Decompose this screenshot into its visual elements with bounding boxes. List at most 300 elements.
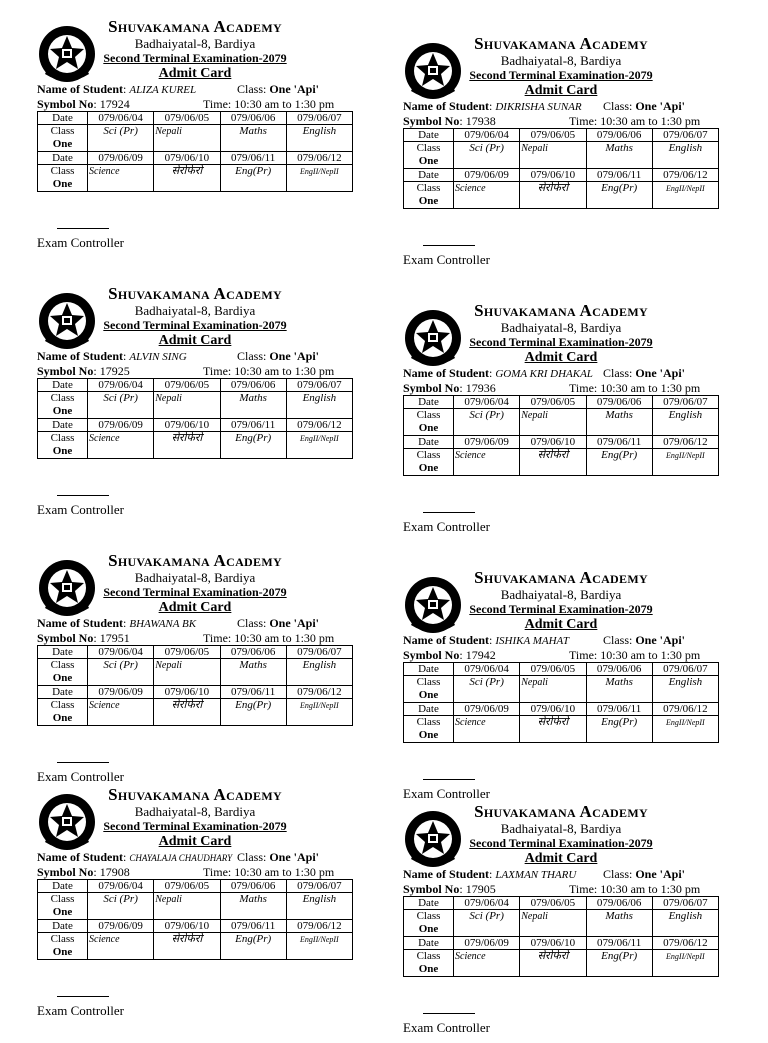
date-cell: 079/06/05 [154,646,220,659]
schedule-table [37,879,353,960]
date-cell: 079/06/12 [286,920,352,933]
subject-cell: EngII/NepII [286,699,352,726]
class-cell [404,676,454,703]
symbol-label: Symbol No [37,631,94,645]
school-name: Shuvakamana Academy [474,34,648,53]
date-cell: 079/06/10 [520,169,586,182]
date-cell: 079/06/11 [586,436,652,449]
class-one: One [418,689,439,701]
schedule-table [37,645,353,726]
symbol-number: 17924 [99,97,130,111]
schedule-table [403,395,719,476]
date-cell: 079/06/11 [220,152,286,165]
date-cell: 079/06/06 [220,646,286,659]
schedule-table [403,896,719,977]
subject-cell: English [652,142,718,169]
table-row [404,910,719,937]
date-cell: 079/06/12 [286,419,352,432]
exam-controller-label: Exam Controller [37,769,125,784]
signature-line [57,495,109,496]
student-name-label: Name of Student [37,82,123,96]
student-name: ALIZA KUREL [129,84,197,96]
date-cell: 079/06/04 [454,897,520,910]
class-cell-label: Class [416,950,441,962]
class-cell-label: Class [50,933,75,945]
subject-cell: English [652,409,718,436]
student-name-label: Name of Student [37,616,123,630]
card-title: Admit Card [158,834,232,849]
subject-cell: EngII/NepII [286,432,352,459]
table-row [404,449,719,476]
subject-cell: Science [454,950,520,977]
table-row [38,880,353,893]
table-row [404,182,719,209]
class-cell-label: Class [50,893,75,905]
date-cell: 079/06/11 [220,419,286,432]
date-label: Date [404,897,454,910]
class-info [237,616,319,630]
subject-cell: Maths [220,125,286,152]
date-cell: 079/06/10 [154,920,220,933]
subject-cell: Eng(Pr) [586,449,652,476]
subject-cell: Science [454,449,520,476]
card-title: Admit Card [524,83,598,98]
subject-cell: Nepali [520,409,586,436]
student-name-label: Name of Student [403,99,489,113]
date-label: Date [38,419,88,432]
subject-cell: Eng(Pr) [220,699,286,726]
class-value: One 'Api' [269,82,320,96]
school-address: Badhaiyatal-8, Bardiya [500,587,622,602]
date-cell: 079/06/10 [520,937,586,950]
class-one: One [418,923,439,935]
table-row [38,125,353,152]
table-row [404,663,719,676]
date-cell: 079/06/04 [88,646,154,659]
class-cell-label: Class [416,910,441,922]
class-cell [404,950,454,977]
class-label: Class: [603,633,633,647]
date-cell: 079/06/05 [520,396,586,409]
exam-title: Second Terminal Examination-2079 [469,68,653,82]
date-cell: 079/06/05 [520,663,586,676]
subject-cell: EngII/NepII [652,182,718,209]
date-cell: 079/06/11 [220,920,286,933]
student-name: ISHIKA MAHAT [495,635,569,647]
class-info [237,82,319,96]
subject-cell: Maths [586,676,652,703]
table-row [38,893,353,920]
date-cell: 079/06/11 [586,703,652,716]
admit-card [403,569,719,809]
date-cell: 079/06/09 [88,686,154,699]
class-cell [38,699,88,726]
class-value: One 'Api' [635,366,686,380]
date-label: Date [404,396,454,409]
class-one: One [52,445,73,457]
exam-title: Second Terminal Examination-2079 [103,585,287,599]
class-one: One [418,729,439,741]
class-one: One [52,712,73,724]
subject-cell: Maths [586,910,652,937]
subject-cell: Nepali [520,142,586,169]
student-name: LAXMAN THARU [495,869,577,881]
exam-controller-label: Exam Controller [403,519,491,534]
symbol-number: 17951 [99,631,130,645]
subject-cell: Maths [220,392,286,419]
date-cell: 079/06/12 [652,937,718,950]
date-cell: 079/06/05 [154,379,220,392]
class-cell-label: Class [50,432,75,444]
date-cell: 079/06/05 [520,129,586,142]
exam-controller-label: Exam Controller [37,1003,125,1018]
date-cell: 079/06/04 [454,129,520,142]
subject-cell: Nepali [154,125,220,152]
class-one: One [418,155,439,167]
date-cell: 079/06/04 [454,663,520,676]
symbol-line: Symbol No: 17951 Time: 10:30 am to 1:30 pm [37,631,335,645]
date-cell: 079/06/06 [586,129,652,142]
class-cell [38,893,88,920]
class-one: One [52,405,73,417]
date-cell: 079/06/10 [520,703,586,716]
card-title: Admit Card [158,333,232,348]
school-name: Shuvakamana Academy [108,785,282,804]
subject-cell: सेरोफेरो [520,449,586,476]
subject-cell: Science [454,716,520,743]
signature-line [423,1013,475,1014]
school-address: Badhaiyatal-8, Bardiya [500,53,622,68]
class-cell-label: Class [50,659,75,671]
subject-cell: English [286,659,352,686]
symbol-line: Symbol No: 17936 Time: 10:30 am to 1:30 pm [403,381,701,395]
symbol-number: 17905 [465,882,496,896]
date-cell: 079/06/12 [652,703,718,716]
student-line: Name of Student: GOMA KRI DHAKAL Class: One 'Api' [403,366,686,380]
exam-controller-label: Exam Controller [37,235,125,250]
subject-cell: Sci (Pr) [454,409,520,436]
class-cell [38,165,88,192]
subject-cell: सेरोफेरो [154,699,220,726]
class-label: Class: [237,616,267,630]
subject-cell: Science [88,165,154,192]
date-cell: 079/06/11 [586,169,652,182]
table-row [38,432,353,459]
date-cell: 079/06/11 [586,937,652,950]
class-one: One [418,422,439,434]
student-line: Name of Student: ISHIKA MAHAT Class: One 'Api' [403,633,686,647]
class-value: One 'Api' [269,850,320,864]
symbol-line: Symbol No: 17908 Time: 10:30 am to 1:30 pm [37,865,335,879]
symbol-label: Symbol No [403,114,460,128]
date-label: Date [404,663,454,676]
school-name: Shuvakamana Academy [108,284,282,303]
card-title: Admit Card [524,851,598,866]
class-info [603,633,685,647]
student-name: CHAYALAJA CHAUDHARY [129,853,233,863]
subject-cell: Eng(Pr) [586,182,652,209]
date-cell: 079/06/09 [454,703,520,716]
student-name: ALVIN SING [129,351,187,363]
class-one: One [52,672,73,684]
class-value: One 'Api' [635,633,686,647]
date-label: Date [38,112,88,125]
school-name: Shuvakamana Academy [108,17,282,36]
signature-line [57,996,109,997]
subject-cell: Science [88,699,154,726]
student-line: Name of Student: ALVIN SING Class: One 'Api' [37,349,320,363]
school-name: Shuvakamana Academy [474,568,648,587]
table-row [38,392,353,419]
class-cell [404,910,454,937]
date-label: Date [38,880,88,893]
class-cell [404,182,454,209]
class-label: Class: [603,867,633,881]
class-info [237,349,319,363]
class-value: One 'Api' [635,867,686,881]
date-label: Date [404,703,454,716]
subject-cell: Sci (Pr) [454,910,520,937]
student-name: GOMA KRI DHAKAL [495,368,593,380]
date-cell: 079/06/07 [286,112,352,125]
student-line: Name of Student: BHAWANA BK Class: One 'Api' [37,616,320,630]
subject-cell: सेरोफेरो [154,432,220,459]
signature-line [57,762,109,763]
class-value: One 'Api' [635,99,686,113]
exam-time: Time: 10:30 am to 1:30 pm [569,648,701,662]
class-cell-label: Class [416,409,441,421]
class-label: Class: [603,366,633,380]
class-one: One [52,906,73,918]
class-one: One [418,462,439,474]
subject-cell: सेरोफेरो [154,933,220,960]
date-label: Date [38,152,88,165]
subject-cell: Sci (Pr) [88,392,154,419]
subject-cell: English [286,893,352,920]
exam-time: Time: 10:30 am to 1:30 pm [569,882,701,896]
exam-time: Time: 10:30 am to 1:30 pm [569,381,701,395]
exam-controller-label: Exam Controller [37,502,125,517]
card-title: Admit Card [524,617,598,632]
date-cell: 079/06/06 [220,112,286,125]
class-label: Class: [237,349,267,363]
exam-title: Second Terminal Examination-2079 [469,335,653,349]
school-address: Badhaiyatal-8, Bardiya [500,320,622,335]
table-row [404,436,719,449]
class-one: One [418,963,439,975]
subject-cell: English [652,676,718,703]
class-one: One [418,195,439,207]
schedule-table [403,662,719,743]
table-row [404,897,719,910]
class-cell [38,125,88,152]
class-cell-label: Class [416,716,441,728]
table-row [38,152,353,165]
table-row [404,169,719,182]
table-row [404,950,719,977]
signature-line [423,779,475,780]
table-row [404,716,719,743]
subject-cell: EngII/NepII [652,950,718,977]
exam-time: Time: 10:30 am to 1:30 pm [203,364,335,378]
date-cell: 079/06/11 [220,686,286,699]
class-one: One [52,138,73,150]
date-cell: 079/06/07 [286,379,352,392]
school-name: Shuvakamana Academy [474,301,648,320]
subject-cell: Maths [220,659,286,686]
date-label: Date [38,646,88,659]
date-label: Date [38,379,88,392]
subject-cell: Eng(Pr) [220,165,286,192]
school-address: Badhaiyatal-8, Bardiya [134,804,256,819]
symbol-label: Symbol No [403,381,460,395]
date-cell: 079/06/06 [220,379,286,392]
student-name: BHAWANA BK [129,618,197,630]
subject-cell: सेरोफेरो [154,165,220,192]
date-cell: 079/06/09 [454,169,520,182]
school-address: Badhaiyatal-8, Bardiya [134,303,256,318]
date-cell: 079/06/09 [88,152,154,165]
date-cell: 079/06/04 [454,396,520,409]
exam-time: Time: 10:30 am to 1:30 pm [203,97,335,111]
date-cell: 079/06/09 [88,419,154,432]
class-cell-label: Class [416,449,441,461]
subject-cell: सेरोफेरो [520,716,586,743]
schedule-table [37,111,353,192]
class-cell-label: Class [50,699,75,711]
symbol-label: Symbol No [37,97,94,111]
subject-cell: Eng(Pr) [220,933,286,960]
class-one: One [52,946,73,958]
subject-cell: सेरोफेरो [520,182,586,209]
date-cell: 079/06/07 [652,663,718,676]
exam-title: Second Terminal Examination-2079 [103,51,287,65]
subject-cell: English [652,910,718,937]
exam-title: Second Terminal Examination-2079 [469,602,653,616]
date-cell: 079/06/07 [652,897,718,910]
table-row [404,409,719,436]
school-name: Shuvakamana Academy [108,551,282,570]
table-row [404,396,719,409]
symbol-line: Symbol No: 17924 Time: 10:30 am to 1:30 pm [37,97,335,111]
student-name: DIKRISHA SUNAR [495,101,582,113]
symbol-label: Symbol No [37,865,94,879]
student-line: Name of Student: DIKRISHA SUNAR Class: One 'Api' [403,99,686,113]
date-cell: 079/06/09 [454,436,520,449]
date-label: Date [404,436,454,449]
student-name-label: Name of Student [403,867,489,881]
date-cell: 079/06/12 [652,169,718,182]
subject-cell: सेरोफेरो [520,950,586,977]
table-row [38,699,353,726]
symbol-line: Symbol No: 17905 Time: 10:30 am to 1:30 pm [403,882,701,896]
date-label: Date [404,169,454,182]
date-cell: 079/06/04 [88,379,154,392]
table-row [404,937,719,950]
date-cell: 079/06/04 [88,880,154,893]
date-cell: 079/06/10 [154,419,220,432]
date-label: Date [404,129,454,142]
admit-card [37,285,353,525]
symbol-line: Symbol No: 17925 Time: 10:30 am to 1:30 pm [37,364,335,378]
date-cell: 079/06/05 [154,880,220,893]
signature-line [423,512,475,513]
exam-time: Time: 10:30 am to 1:30 pm [203,865,335,879]
date-cell: 079/06/07 [652,129,718,142]
admit-card [403,302,719,542]
symbol-number: 17908 [99,865,130,879]
student-line: Name of Student: LAXMAN THARU Class: One 'Api' [403,867,686,881]
school-address: Badhaiyatal-8, Bardiya [500,821,622,836]
subject-cell: Sci (Pr) [88,659,154,686]
class-cell [404,409,454,436]
table-row [38,933,353,960]
admit-card [37,786,353,1026]
admit-card [37,552,353,792]
class-info [603,366,685,380]
student-line: Name of Student: CHAYALAJA CHAUDHARY Class: One 'Api' [37,850,320,864]
date-cell: 079/06/07 [652,396,718,409]
table-row [404,676,719,703]
date-cell: 079/06/06 [586,396,652,409]
table-row [404,703,719,716]
date-cell: 079/06/05 [520,897,586,910]
class-cell [38,933,88,960]
subject-cell: Science [454,182,520,209]
table-row [38,112,353,125]
table-row [38,165,353,192]
class-cell-label: Class [416,142,441,154]
subject-cell: EngII/NepII [286,165,352,192]
class-label: Class: [237,82,267,96]
student-name-label: Name of Student [403,366,489,380]
table-row [38,920,353,933]
subject-cell: Science [88,933,154,960]
subject-cell: Eng(Pr) [586,950,652,977]
schedule-table [37,378,353,459]
symbol-label: Symbol No [37,364,94,378]
class-value: One 'Api' [269,349,320,363]
date-cell: 079/06/09 [88,920,154,933]
school-address: Badhaiyatal-8, Bardiya [134,36,256,51]
subject-cell: Sci (Pr) [454,142,520,169]
subject-cell: Nepali [154,392,220,419]
date-label: Date [404,937,454,950]
exam-title: Second Terminal Examination-2079 [103,318,287,332]
table-row [38,379,353,392]
class-cell [404,716,454,743]
card-title: Admit Card [158,600,232,615]
exam-title: Second Terminal Examination-2079 [103,819,287,833]
date-cell: 079/06/12 [652,436,718,449]
subject-cell: Sci (Pr) [454,676,520,703]
class-one: One [52,178,73,190]
date-cell: 079/06/06 [220,880,286,893]
schedule-table [403,128,719,209]
subject-cell: Eng(Pr) [220,432,286,459]
admit-card [403,803,719,1043]
date-label: Date [38,920,88,933]
subject-cell: Sci (Pr) [88,125,154,152]
class-label: Class: [603,99,633,113]
symbol-number: 17942 [465,648,496,662]
subject-cell: Maths [586,142,652,169]
exam-time: Time: 10:30 am to 1:30 pm [569,114,701,128]
table-row [38,659,353,686]
date-cell: 079/06/12 [286,152,352,165]
class-info [237,850,319,864]
exam-controller-label: Exam Controller [403,1020,491,1035]
